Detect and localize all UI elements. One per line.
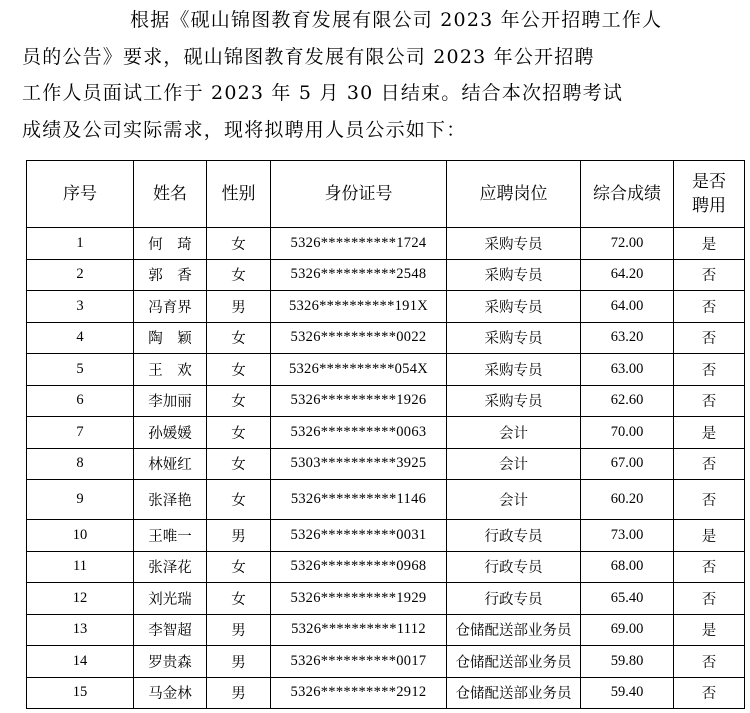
cell-score: 65.40	[581, 583, 674, 615]
cell-hired: 否	[674, 385, 745, 417]
cell-position: 采购专员	[447, 354, 581, 386]
table-row	[27, 322, 745, 354]
cell-name: 张泽艳	[134, 480, 207, 520]
table-body	[27, 228, 745, 709]
table-row	[27, 583, 745, 615]
cell-score: 59.80	[581, 646, 674, 678]
table-row	[27, 259, 745, 291]
cell-no: 1	[27, 228, 134, 260]
cell-position: 行政专员	[447, 551, 581, 583]
cell-name: 刘光瑞	[134, 583, 207, 615]
cell-score: 64.00	[581, 291, 674, 323]
table-row	[27, 646, 745, 678]
cell-hired: 否	[674, 480, 745, 520]
cell-name: 林娅红	[134, 448, 207, 480]
cell-name: 李加丽	[134, 385, 207, 417]
cell-id-number: 5326**********0017	[271, 646, 447, 678]
cell-position: 仓储配送部业务员	[447, 677, 581, 709]
cell-gender: 女	[207, 551, 271, 583]
cell-gender: 女	[207, 228, 271, 260]
cell-score: 69.00	[581, 614, 674, 646]
cell-gender: 女	[207, 480, 271, 520]
table-row	[27, 228, 745, 260]
cell-score: 67.00	[581, 448, 674, 480]
cell-position: 采购专员	[447, 259, 581, 291]
table-row	[27, 354, 745, 386]
table-row	[27, 520, 745, 552]
cell-gender: 女	[207, 385, 271, 417]
cell-name: 冯育界	[134, 291, 207, 323]
hiring-results-table	[26, 160, 745, 709]
intro-line: 成绩及公司实际需求，现将拟聘用人员公示如下：	[22, 118, 467, 141]
cell-hired: 否	[674, 259, 745, 291]
cell-position: 会计	[447, 417, 581, 449]
cell-position: 采购专员	[447, 385, 581, 417]
cell-score: 70.00	[581, 417, 674, 449]
header-score: 综合成绩	[581, 161, 674, 228]
cell-id-number: 5326**********0968	[271, 551, 447, 583]
cell-name: 罗贵森	[134, 646, 207, 678]
cell-no: 13	[27, 614, 134, 646]
cell-score: 63.20	[581, 322, 674, 354]
cell-score: 59.40	[581, 677, 674, 709]
cell-id-number: 5326**********2548	[271, 259, 447, 291]
cell-name: 孙媛媛	[134, 417, 207, 449]
cell-position: 仓储配送部业务员	[447, 614, 581, 646]
cell-score: 60.20	[581, 480, 674, 520]
cell-id-number: 5326**********1146	[271, 480, 447, 520]
header-id: 身份证号	[271, 161, 447, 228]
cell-hired: 是	[674, 417, 745, 449]
cell-position: 采购专员	[447, 228, 581, 260]
cell-score: 63.00	[581, 354, 674, 386]
cell-gender: 男	[207, 614, 271, 646]
cell-score: 62.60	[581, 385, 674, 417]
cell-hired: 否	[674, 583, 745, 615]
cell-score: 64.20	[581, 259, 674, 291]
cell-hired: 否	[674, 448, 745, 480]
cell-no: 12	[27, 583, 134, 615]
cell-gender: 女	[207, 448, 271, 480]
cell-no: 10	[27, 520, 134, 552]
table-row	[27, 448, 745, 480]
header-hired	[674, 161, 745, 228]
table-row	[27, 291, 745, 323]
cell-id-number: 5326**********0022	[271, 322, 447, 354]
cell-id-number: 5326**********1929	[271, 583, 447, 615]
cell-no: 15	[27, 677, 134, 709]
header-no: 序号	[27, 161, 134, 228]
cell-no: 11	[27, 551, 134, 583]
header-position: 应聘岗位	[447, 161, 581, 228]
cell-no: 6	[27, 385, 134, 417]
cell-position: 行政专员	[447, 583, 581, 615]
cell-no: 7	[27, 417, 134, 449]
cell-name: 张泽花	[134, 551, 207, 583]
cell-hired: 否	[674, 322, 745, 354]
cell-position: 会计	[447, 480, 581, 520]
header-gender: 性别	[207, 161, 271, 228]
cell-name: 马金林	[134, 677, 207, 709]
cell-id-number: 5326**********054X	[271, 354, 447, 386]
cell-hired: 否	[674, 354, 745, 386]
cell-name: 陶 颖	[134, 322, 207, 354]
cell-score: 68.00	[581, 551, 674, 583]
cell-gender: 女	[207, 583, 271, 615]
cell-name: 王唯一	[134, 520, 207, 552]
cell-position: 行政专员	[447, 520, 581, 552]
cell-id-number: 5326**********2912	[271, 677, 447, 709]
intro-line: 根据《砚山锦图教育发展有限公司 2023 年公开招聘工作人	[130, 9, 663, 31]
header-hired-line1: 是否	[692, 172, 726, 192]
cell-gender: 女	[207, 259, 271, 291]
cell-id-number: 5303**********3925	[271, 448, 447, 480]
cell-position: 会计	[447, 448, 581, 480]
cell-name: 郭 香	[134, 259, 207, 291]
cell-hired: 是	[674, 228, 745, 260]
cell-id-number: 5326**********1112	[271, 614, 447, 646]
table-header-row	[27, 161, 745, 228]
cell-gender: 女	[207, 417, 271, 449]
cell-name: 李智超	[134, 614, 207, 646]
cell-score: 73.00	[581, 520, 674, 552]
cell-hired: 否	[674, 551, 745, 583]
table-row	[27, 677, 745, 709]
header-name: 姓名	[134, 161, 207, 228]
cell-no: 4	[27, 322, 134, 354]
cell-id-number: 5326**********191X	[271, 291, 447, 323]
cell-gender: 男	[207, 291, 271, 323]
header-hired-line2: 聘用	[692, 196, 726, 216]
cell-gender: 男	[207, 677, 271, 709]
cell-no: 2	[27, 259, 134, 291]
cell-name: 何 琦	[134, 228, 207, 260]
cell-no: 3	[27, 291, 134, 323]
cell-hired: 否	[674, 646, 745, 678]
cell-hired: 否	[674, 677, 745, 709]
cell-score: 72.00	[581, 228, 674, 260]
cell-hired: 是	[674, 614, 745, 646]
cell-position: 采购专员	[447, 322, 581, 354]
cell-no: 5	[27, 354, 134, 386]
announcement-intro	[22, 2, 734, 148]
table-row	[27, 551, 745, 583]
cell-no: 8	[27, 448, 134, 480]
cell-position: 采购专员	[447, 291, 581, 323]
cell-id-number: 5326**********0063	[271, 417, 447, 449]
cell-id-number: 5326**********0031	[271, 520, 447, 552]
cell-gender: 女	[207, 354, 271, 386]
cell-name: 王 欢	[134, 354, 207, 386]
cell-id-number: 5326**********1926	[271, 385, 447, 417]
cell-gender: 女	[207, 322, 271, 354]
table-row	[27, 417, 745, 449]
cell-no: 9	[27, 480, 134, 520]
cell-hired: 否	[674, 291, 745, 323]
table-row	[27, 385, 745, 417]
cell-no: 14	[27, 646, 134, 678]
cell-gender: 男	[207, 520, 271, 552]
table-row	[27, 614, 745, 646]
intro-line: 员的公告》要求，砚山锦图教育发展有限公司 2023 年公开招聘	[22, 45, 595, 68]
cell-position: 仓储配送部业务员	[447, 646, 581, 678]
intro-line: 工作人员面试工作于 2023 年 5 月 30 日结束。结合本次招聘考试	[22, 82, 624, 104]
cell-hired: 是	[674, 520, 745, 552]
cell-gender: 男	[207, 646, 271, 678]
table-row	[27, 480, 745, 520]
cell-id-number: 5326**********1724	[271, 228, 447, 260]
